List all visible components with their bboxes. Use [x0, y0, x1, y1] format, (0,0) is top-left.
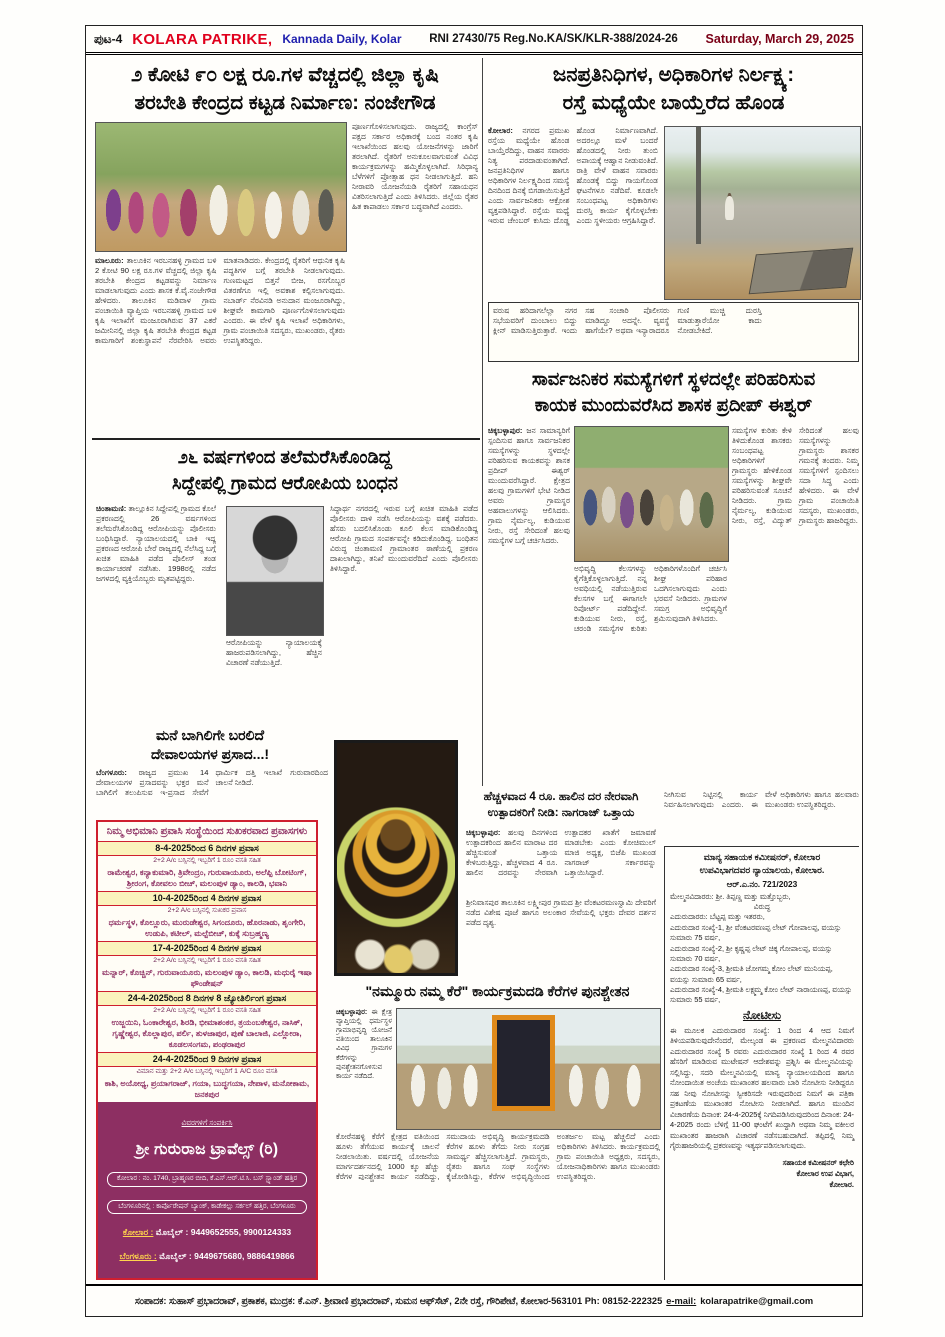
ad-phone-bengaluru-label: ಬೆಂಗಳೂರು :	[119, 1251, 157, 1262]
lakes-dateline: ಚಿಕ್ಕಬಳ್ಳಾಪುರ:	[336, 1009, 368, 1016]
notice-sign-line3: ಕೋಲಾರ.	[829, 1179, 854, 1189]
ad-phone-bengaluru	[103, 1251, 311, 1262]
pothole-body	[488, 126, 658, 298]
ad-tour3-date: 17-4-2025ರಿಂದ 4 ದಿನಗಳ ಪ್ರವಾಸ	[98, 941, 316, 956]
milk-dateline: ಚಿಕ್ಕಬಳ್ಳಾಪುರ:	[466, 828, 501, 837]
headline-accused-line1: ೨೬ ವರ್ಷಗಳಿಂದ ತಲೆಮರೆಸಿಕೊಂಡಿದ್ದ	[177, 447, 393, 467]
newspaper-title: KOLARA PATRIKE,	[132, 30, 273, 48]
ad-tour5-date: 24-4-2025ರಿಂದ 9 ದಿನಗಳ ಪ್ರವಾಸ	[98, 1052, 316, 1067]
ad-tour4-sub: 2+2 A/c ಬಸ್ಸಿನಲ್ಲಿ ಇಬ್ಬರಿಗೆ 1 ರೂಂ ವಸತಿ ಸಹಿತ	[153, 1006, 261, 1014]
photo-agri-training	[95, 122, 347, 252]
ad-tour1-sub: 2+2 A/c ಬಸ್ಸಿನಲ್ಲಿ ಇಬ್ಬರಿಗೆ 1 ರೂಂ ವಸತಿ ಸಹಿತ	[153, 856, 261, 864]
photo-mla-meeting	[574, 426, 729, 562]
prasada-body	[96, 768, 328, 816]
photo-deity-idol	[334, 740, 458, 976]
agri-body	[95, 256, 345, 432]
issue-date: Saturday, March 29, 2025	[705, 32, 854, 46]
notice-title: ನೋಟೀಸು	[742, 1009, 782, 1022]
headline-lakes: "ನಮ್ಮೂರು ನಮ್ಮ ಕೆರೆ" ಕಾರ್ಯಕ್ರಮದಡಿ ಕೆರೆಗಳ ಪುನಶ್ಚೇತನ	[365, 983, 630, 999]
travel-advertisement	[96, 820, 318, 1280]
accused-dateline: ಚಿಂತಾಮಣಿ:	[96, 504, 127, 513]
headline-prasada-line1: ಮನೆ ಬಾಗಿಲಿಗೇ ಬರಲಿದೆ	[155, 727, 265, 743]
ad-tour4-date: 24-4-2025ರಿಂದ 8 ದಿನಗಳ 8 ಜ್ಯೋತಿರ್ಲಿಂಗ ಪ್ರವಾಸ	[98, 991, 316, 1006]
broken-slab	[748, 247, 852, 293]
notice-versus: ವಿರುದ್ಧ	[753, 902, 771, 912]
headline-pothole-line2: ರಸ್ತೆ ಮಧ್ಯೆಯೇ ಬಾಯ್ತೆರೆದ ಹೊಂಡ	[562, 92, 785, 114]
ad-phone-kolar	[103, 1227, 311, 1238]
notice-signature	[670, 1157, 854, 1190]
ad-tour5-destinations: ಕಾಶಿ, ಅಯೋಧ್ಯ, ಪ್ರಯಾಗರಾಜ್, ಗಯಾ, ಬುದ್ಧಗಯಾ, ನೇಪಾಳ, ಮನೋಕಾಮ, ಜನಕಪುರ	[104, 1079, 310, 1100]
agri-body-text: ತಾಲೂಕಿನ ಇರಬನಹಳ್ಳಿ ಗ್ರಾಮದ ಬಳಿ 2 ಕೋಟಿ 90 ಲಕ್ಷ ರೂ.ಗಳ ವೆಚ್ಚದಲ್ಲಿ ಜಿಲ್ಲಾ ಕೃಷಿ ತರಬೇತಿ ಕೇಂದ್ರದ ಕಟ್ಟಡವನ್ನು ನಿರ್ಮಾಣ ಮಾಡಲಾಗುವುದು ಎಂದು ಶಾಸಕ ಕೆ.ವೈ.ನಂಜೇಗೌಡ ಹೇಳಿದರು. ತಾಲೂಕಿನ ಮಡಿವಾಳ ಗ್ರಾಮ ಪಂಚಾಯಿತಿ ವ್ಯಾಪ್ತಿಯ ಇರಬನಹಳ್ಳಿ ಗ್ರಾಮದ ಬಳಿ ಕೃಷಿ ಇಲಾಖೆಗೆ ಮಂಜೂರಾಗಿರುವ 37 ಎಕರೆ ಜಮೀನಿನಲ್ಲಿ ಜಿಲ್ಲಾ ಕೃಷಿ ತರಬೇತಿ ಕೇಂದ್ರದ ಕಟ್ಟಡ ಕಾಮಗಾರಿಗೆ ಶಂಕುಸ್ಥಾಪನೆ ನೆರವೇರಿಸಿ ಅವರು ಮಾತನಾಡಿದರು. ಕೇಂದ್ರದಲ್ಲಿ ರೈತರಿಗೆ ಆಧುನಿಕ ಕೃಷಿ ಪದ್ಧತಿಗಳ ಬಗ್ಗೆ ತರಬೇತಿ ನೀಡಲಾಗುವುದು. ಗುಣಮಟ್ಟದ ಬಿತ್ತನೆ ಬೀಜ, ರಸಗೊಬ್ಬರ ವಿತರಣೆಗೂ ಇಲ್ಲಿ ಅವಕಾಶ ಕಲ್ಪಿಸಲಾಗುವುದು. ನಬಾರ್ಡ್ ನೆರವಿನಡಿ ಅನುದಾನ ಮಂಜೂರಾಗಿದ್ದು, ಶೀಘ್ರವೇ ಕಾಮಗಾರಿ ಪೂರ್ಣಗೊಳಿಸಲಾಗುವುದು ಎಂದರು. ಈ ವೇಳೆ ಕೃಷಿ ಇಲಾಖೆ ಅಧಿಕಾರಿಗಳು, ಗ್ರಾಮ ಪಂಚಾಯಿತಿ ಸದಸ್ಯರು, ಮುಖಂಡರು, ರೈತರು ಉಪಸ್ಥಿತರಿದ್ದರು.	[95, 256, 345, 346]
rni-registration: RNI 27430/75 Reg.No.KA/SK/KLR-388/2024-26	[429, 33, 678, 45]
mla-center-text: ಅಭಿವೃದ್ಧಿ ಕೆಲಸಗಳನ್ನು ಕೈಗೆತ್ತಿಕೊಳ್ಳಲಾಗುತ್ತಿದೆ. ನನ್ನ ಅವಧಿಯಲ್ಲಿ ನಡೆಯುತ್ತಿರುವ ಕೆಲಸಗಳ ಬಗ್ಗೆ ಈಗಾಗಲೇ ರಿಪೋರ್ಟ್ ಪಡೆದಿದ್ದೇನೆ. ಕುಡಿಯುವ ನೀರು, ರಸ್ತೆ, ಚರಂಡಿ ಸಮಸ್ಯೆಗಳ ಕುರಿತು ಅಧಿಕಾರಿಗಳೊಂದಿಗೆ ಚರ್ಚಿಸಿ ಶೀಘ್ರ ಪರಿಹಾರ ಒದಗಿಸಲಾಗುವುದು ಎಂದು ಭರವಸೆ ನೀಡಿದರು. ಗ್ರಾಮಗಳ ಸಮಗ್ರ ಅಭಿವೃದ್ಧಿಗೆ ಶ್ರಮಿಸುವುದಾಗಿ ತಿಳಿಸಿದರು.	[574, 564, 727, 634]
column-divider	[482, 58, 483, 786]
ad-tour5-sub: ವಿಮಾನ ಮತ್ತು 2+2 A/c ಬಸ್ಸಿನಲ್ಲಿ ಇಬ್ಬರಿಗೆ 1 A/C ರೂಂ ವಸತಿ	[136, 1068, 278, 1076]
photo-lake-plaque	[396, 1008, 661, 1130]
lakes-side-text: ಈ ಕ್ಷೇತ್ರ ವ್ಯಾಪ್ತಿಯಲ್ಲಿ ಧರ್ಮಸ್ಥಳ ಗ್ರಾಮಾಭಿವೃದ್ಧಿ ಯೋಜನೆ ವತಿಯಿಂದ ತಾಲೂಕಿನ ವಿವಿಧ ಗ್ರಾಮಗಳ ಕೆರೆಗಳನ್ನು ಪುನಶ್ಚೇತನಗೊಳಿಸುವ ಕಾರ್ಯ ನಡೆದಿದೆ.	[336, 1009, 392, 1080]
newspaper-subtitle: Kannada Daily, Kolar	[282, 32, 402, 46]
photo-accused-portrait	[226, 506, 324, 636]
notice-case-number: ಆರ್.ಎ.ನಂ. 721/2023	[726, 879, 798, 890]
headline-mla-line1: ಸಾರ್ವಜನಿಕರ ಸಮಸ್ಯೆಗಳಿಗೆ ಸ್ಥಳದಲ್ಲೇ ಪರಿಹರಿಸುವ	[531, 369, 816, 389]
email-address: kolarapatrike@gmail.com	[700, 1296, 814, 1306]
imprint-text: ಸಂಪಾದಕ: ಸುಹಾಸ್ ಪ್ರಭಾದರಾವ್, ಪ್ರಕಾಶಕ, ಮುದ್ರಕ: ಕೆ.ಎನ್. ಶ್ರೀವಾಣಿ ಪ್ರಭಾದರಾವ್, ಸುಮನ ಆಫ್‌ಸೆಟ್, 2ನೇ ರಸ್ತೆ, ಗೌರಿಪೇಟೆ, ಕೋಲಾರ-563101 Ph: 08152-222325	[134, 1295, 663, 1306]
pothole-body-text: ನಗರದ ಪ್ರಮುಖ ರಸ್ತೆಯ ಮಧ್ಯೆಯೇ ಹೊಂಡ ಬಾಯ್ತೆರೆದಿದ್ದು, ವಾಹನ ಸವಾರರು ನಿತ್ಯ ಪರದಾಡುವಂತಾಗಿದೆ. ಜನಪ್ರತಿನಿಧಿಗಳ ಹಾಗೂ ಅಧಿಕಾರಿಗಳ ನಿರ್ಲಕ್ಷ್ಯದಿಂದ ಸಮಸ್ಯೆ ದಿನದಿಂದ ದಿನಕ್ಕೆ ಬಿಗಡಾಯಿಸುತ್ತಿದೆ ಎಂದು ಸಾರ್ವಜನಿಕರು ಆಕ್ರೋಶ ವ್ಯಕ್ತಪಡಿಸಿದ್ದಾರೆ. ರಸ್ತೆಯ ಮಧ್ಯೆ ಇರುವ ಚೇಂಬರ್ ಕುಸಿದು ದೊಡ್ಡ ಹೊಂಡ ನಿರ್ಮಾಣವಾಗಿದೆ. ಅದರಲ್ಲೂ ಮಳೆ ಬಂದರೆ ಹೊಂಡದಲ್ಲಿ ನೀರು ತುಂಬಿ ಅಪಾಯಕ್ಕೆ ಆಹ್ವಾನ ನೀಡುವಂತಿದೆ. ರಾತ್ರಿ ವೇಳೆ ವಾಹನ ಸವಾರರು ಹೊಂಡಕ್ಕೆ ಬಿದ್ದು ಗಾಯಗೊಂಡ ಘಟನೆಗಳೂ ನಡೆದಿವೆ. ಕೂಡಲೇ ಸಂಬಂಧಪಟ್ಟ ಅಧಿಕಾರಿಗಳು ದುರಸ್ತಿ ಕಾರ್ಯ ಕೈಗೊಳ್ಳಬೇಕು ಎಂದು ಸ್ಥಳೀಯರು ಆಗ್ರಹಿಸಿದ್ದಾರೆ.	[488, 126, 658, 226]
ad-tour1-date: 8-4-2025ರಿಂದ 6 ದಿನಗಳ ಪ್ರವಾಸ	[98, 841, 316, 856]
mla-dateline: ಚಿಕ್ಕಬಳ್ಳಾಪುರ:	[488, 426, 523, 435]
ad-contact-note: ವಿವರಗಳಿಗೆ ಸಂಪರ್ಕಿಸಿ	[181, 1118, 233, 1128]
pothole-comment-box: ವರುಷ ಹರಿದಾಗಲೆಲ್ಲಾ ನಗರ ಸಭೆಯವರಿಗೆ ದುಂಬಾಲು ಬಿದ್ದು ಕ್ಲೀನ್ ಮಾಡಿಸುತ್ತಿರುತ್ತಾರೆ. ಇಂದು ಸಹ ಸಂಚಾರಿ ಪೊಲೀಸರು ಮಾಡಿದ್ದೂ ಅದನ್ನೇ. ವ್ಯವಸ್ಥೆ ಹಾಗೆಯೇ? ಅಥವಾ ಇನ್ಯಾರಾದರೂ ಗುಣಿ ಮುಚ್ಚಿ ದುರಸ್ತಿ ಮಾಡುತ್ತಾರೆಯೋ ಕಾದು ನೋಡಬೇಕಿದೆ.	[488, 302, 859, 362]
ad-phone-bengaluru-number: ಮೊಬೈಲ್ : 9449675680, 9886419866	[159, 1251, 295, 1262]
notice-body: ಈ ಮೂಲಕ ಎದುರುದಾರರ ಸಂಖ್ಯೆ: 1 ರಿಂದ 4 ಆದ ನಿಮಗೆ ತಿಳಿಯಪಡಿಸುವುದೇನೆಂದರೆ, ಮೇಲ್ಕಂಡ ಈ ಪ್ರಕರಣದ ಮೇಲ್ಮನವಿದಾರರು ಎದುರುದಾರರ ಸಂಖ್ಯೆ 5 ರವರು ಎದುರುದಾರರ ಸಂಖ್ಯೆ 1 ರಿಂದ 4 ರವರ ಹೆಸರಿಗೆ ಮಾಡಿರುವ ಮುಟೇಷನ್ ಆದೇಶವನ್ನು ಪ್ರಶ್ನಿಸಿ ಈ ಮೇಲ್ಮನವಿಯನ್ನು ಸಲ್ಲಿಸಿದ್ದು, ಸದರಿ ಮೇಲ್ಮನವಿಯಲ್ಲಿ ಮಾನ್ಯ ನ್ಯಾಯಾಲಯದಿಂದ ಹಾಗೂ ನೋಂದಾಯಿತ ಅಂಚೆಯ ಮುಖಾಂತರ ಹಲವಾರು ಬಾರಿ ನೋಟೀಸು ನೀಡಿದ್ದರೂ ಸಹ ನೀವು ನೋಟೀಸನ್ನು ಸ್ವೀಕರಿಸದೇ ಇರುವುದರಿಂದ ನಿಮಗೆ ಈ ಪತ್ರಿಕಾ ಪ್ರಕಟಣೆಯ ಮುಖಾಂತರ ನೋಟೀಸು ನೀಡಲಾಗಿದೆ. ಹಾಗೂ ಮುಂದಿನ ವಿಚಾರಣೆಯ ದಿನಾಂಕ: 24-4-2025ಕ್ಕೆ ನಿಗದಿಪಡಿಸಿರುವುದರಿಂದ ದಿನಾಂಕ: 24-4-2025 ರಂದು ಬೆಳಿಗ್ಗೆ 11-00 ಘಂಟೆಗೆ ಖುದ್ದಾಗಿ ಅಥವಾ ನಿಮ್ಮ ವಕೀಲರ ಮುಖಾಂತರ ಹಾಜರಾಗಿ ವಿಚಾರಣೆ ನಡೆಸಬಹುದಾಗಿದೆ. ತಪ್ಪಿದಲ್ಲಿ ನಿಮ್ಮ ಗೈರುಹಾಜರಿಯಲ್ಲಿ ಪ್ರಕರಣವನ್ನು ಇತ್ಯರ್ಥಪಡಿಸಲಾಗುವುದು.	[670, 1025, 854, 1151]
headline-agri-line2: ತರಬೇತಿ ಕೇಂದ್ರದ ಕಟ್ಟಡ ನಿರ್ಮಾಣ: ನಂಜೇಗೌಡ	[134, 92, 436, 114]
notice-sign-line1: ಸಹಾಯಕ ಕಮೀಷನರ್ ಕಛೇರಿ	[782, 1157, 854, 1167]
notice-respondent-1: ಎದುರುದಾರ ಸಂಖ್ಯೆ-1, ಶ್ರೀ ವೆಂಕಟರವಣಪ್ಪ ಲೇಟ್ ಗೋಪಾಲಪ್ಪ, ವಯಸ್ಸು ಸುಮಾರು 75 ವರ್ಷ,	[670, 922, 842, 943]
lakes-side-column	[336, 1008, 392, 1128]
headline-mla-line2: ಕಾಯಕ ಮುಂದುವರೆಸಿದ ಶಾಸಕ ಪ್ರದೀಪ್ ಈಶ್ವರ್	[534, 395, 813, 415]
ad-address-bengaluru: ಬೆಂಗಳೂರಿನಲ್ಲಿ : ಕಾರ್ಪೊರೇಷನ್ ಬ್ಯಾಂಕ್, ಕಾಡೇಕಲ್ಲು ಸರ್ಕಲ್ ಹತ್ತಿರ, ಬೆಂಗಳೂರು	[107, 1200, 307, 1215]
ad-tour3-destinations: ಮನ್ನಾರ್, ಕೊಚ್ಚಿನ್, ಗುರುವಾಯೂರು, ಮಲಂಪುಳ ಡ್ಯಾಂ, ಕಾಲಡಿ, ಮಧುರೈ ಇಷಾ ಫೌಂಡೇಷನ್	[102, 967, 312, 988]
headline-milk-line1: ಹೆಚ್ಚಳವಾದ 4 ರೂ. ಹಾಲಿನ ದರ ನೇರವಾಗಿ	[483, 791, 639, 803]
court-notice	[664, 846, 859, 1280]
notice-respondent-2: ಎದುರುದಾರ ಸಂಖ್ಯೆ-2, ಶ್ರೀ ಕೃಷ್ಣಪ್ಪ ಲೇಟ್ ಚಿಕ್ಕ ಗೋಪಾಲಪ್ಪ, ವಯಸ್ಸು ಸುಮಾರು 70 ವರ್ಷ,	[670, 943, 833, 963]
accused-col3: ಸಿದ್ಧಾರ್ಥ ನಗರದಲ್ಲಿ ಇರುವ ಬಗ್ಗೆ ಖಚಿತ ಮಾಹಿತಿ ಪಡೆದ ಪೊಲೀಸರು ದಾಳಿ ನಡೆಸಿ ಆರೋಪಿಯನ್ನು ವಶಕ್ಕೆ ಪಡೆದರು. ಹೆಸರು ಬದಲಿಸಿಕೊಂಡು ಕೂಲಿ ಕೆಲಸ ಮಾಡಿಕೊಂಡಿದ್ದ ಆರೋಪಿ ಗ್ರಾಮದ ಸಂಪರ್ಕವನ್ನೇ ಕಡಿದುಕೊಂಡಿದ್ದ. ಬಂಧಿತನ ವಿರುದ್ಧ ಚಿಂತಾಮಣಿ ಗ್ರಾಮಾಂತರ ಠಾಣೆಯಲ್ಲಿ ಪ್ರಕರಣ ದಾಖಲಾಗಿದ್ದು, ತನಿಖೆ ಮುಂದುವರೆದಿದೆ ಎಂದು ಪೊಲೀಸರು ತಿಳಿಸಿದ್ದಾರೆ.	[330, 504, 478, 574]
ad-tour3-sub: 2+2 A/c ಬಸ್ಸಿನಲ್ಲಿ ಇಬ್ಬರಿಗೆ 1 ರೂಂ ವಸತಿ ಸಹಿತ	[153, 956, 261, 964]
traffic-policeman	[725, 196, 734, 220]
headline-prasada-line2: ದೇವಾಲಯಗಳ ಪ್ರಸಾದ...!	[150, 746, 270, 762]
photo-pothole-street	[664, 126, 861, 300]
mla-right-text: ಸಮಸ್ಯೆಗಳ ಕುರಿತು ಕೇಳಿ ತಿಳಿದುಕೊಂಡ ಶಾಸಕರು ಸಂಬಂಧಪಟ್ಟ ಅಧಿಕಾರಿಗಳಿಗೆ ಗ್ರಾಮಸ್ಥರು ಹೇಳಿಕೊಂಡ ಸಮಸ್ಯೆಗಳನ್ನು ಶೀಘ್ರವೇ ಪರಿಹರಿಸುವಂತೆ ಸೂಚನೆ ನೀಡಿದರು. ಗ್ರಾಮ ನೈರ್ಮಲ್ಯ, ಕುಡಿಯುವ ನೀರು, ರಸ್ತೆ, ವಿದ್ಯುತ್ ಸೇರಿದಂತೆ ಹಲವು ಸಮಸ್ಯೆಗಳನ್ನು ಗ್ರಾಮಸ್ಥರು ಶಾಸಕರ ಗಮನಕ್ಕೆ ತಂದರು. ನಿಮ್ಮ ಸಮಸ್ಯೆಗಳಿಗೆ ಸ್ಪಂದಿಸಲು ಸದಾ ಸಿದ್ಧ ಎಂದು ಹೇಳಿದರು. ಈ ವೇಳೆ ಗ್ರಾಮ ಪಂಚಾಯಿತಿ ಸದಸ್ಯರು, ಮುಖಂಡರು, ಗ್ರಾಮಸ್ಥರು ಹಾಜರಿದ್ದರು.	[732, 426, 859, 526]
ad-address-kolar: ಕೋಲಾರ : ನಂ. 1740, ಬ್ರಾಹ್ಮಣರ ಬೀದಿ, ಕೆ.ಎಸ್.ಆರ್.ಟಿ.ಸಿ. ಬಸ್ ಸ್ಟ್ಯಾಂಡ್ ಹತ್ತಿರ	[107, 1172, 307, 1187]
email-label: e-mail:	[666, 1296, 697, 1306]
headline-agri-line1: ೨ ಕೋಟಿ ೯೦ ಲಕ್ಷ ರೂ.ಗಳ ವೆಚ್ಚದಲ್ಲಿ ಜಿಲ್ಲಾ ಕೃಷಿ	[131, 64, 439, 86]
ad-phone-kolar-number: ಮೊಬೈಲ್ : 9449652555, 9900124333	[155, 1227, 292, 1238]
mla-col1	[488, 426, 570, 782]
ad-brand-name: ಶ್ರೀ ಗುರುರಾಜ ಟ್ರಾವೆಲ್ಸ್ (ರಿ)	[135, 1140, 279, 1158]
page-number: ಪುಟ-4	[94, 31, 123, 46]
ad-tour2-destinations: ಧರ್ಮಸ್ಥಳ, ಕೊಲ್ಲೂರು, ಮುರುಡೇಶ್ವರ, ಸಿಗಂದೂರು, ಹೊರನಾಡು, ಶೃಂಗೇರಿ, ಉಡುಪಿ, ಕಟೀಲ್, ಮಲ್ಪೆಬೀಚ್, ಕುಕ್ಕೆ ಸುಬ್ರಹ್ಮಣ್ಯ	[108, 917, 306, 938]
stone-plaque	[492, 1015, 555, 1111]
ad-tour1-destinations: ರಾಮೇಶ್ವರ, ಕನ್ಯಾಕುಮಾರಿ, ತ್ರಿವೇಂದ್ರಂ, ಗುರುವಾಯೂರು, ಅಲೆಪ್ಪಿ ಬೋಟಿಂಗ್, ಶ್ರೀರಂಗ, ಕೋವಲಂ ಬೀಚ್, ಮಲಂಪುಳ ಡ್ಯಾಂ, ಕಾಲಡಿ, ಭವಾನಿ	[107, 867, 307, 888]
ad-tour2-sub: 2+2 A/c ಬಸ್ಸಿನಲ್ಲಿ ಸುಖಕರ ಪ್ರವಾಸ	[167, 906, 247, 914]
deity-photo-caption: ಶ್ರೀನಿವಾಸಪುರ ತಾಲೂಕಿನ ಲಕ್ಷ್ಮೀಪುರ ಗ್ರಾಮದ ಶ್ರೀ ವೆಂಕಟರಮಣಸ್ವಾಮಿ ದೇವರಿಗೆ ನಡೆದ ವಿಶೇಷ ಪೂಜೆ ಹಾಗೂ ಅಲಂಕಾರ ಸೇವೆಯಲ್ಲಿ ಭಕ್ತರು ದೇವರ ದರ್ಶನ ಪಡೆದ ದೃಶ್ಯ.	[466, 898, 656, 928]
masthead-bar	[86, 26, 862, 55]
headline-pothole-line1: ಜನಪ್ರತಿನಿಧಿಗಳ, ಅಧಿಕಾರಿಗಳ ನಿರ್ಲಕ್ಷ್ಯ:	[552, 64, 795, 86]
accused-col2: ಆರೋಪಿಯನ್ನು ನ್ಯಾಯಾಲಯಕ್ಕೆ ಹಾಜರುಪಡಿಸಲಾಗಿದ್ದು, ಹೆಚ್ಚಿನ ವಿಚಾರಣೆ ನಡೆಯುತ್ತಿದೆ.	[226, 638, 322, 668]
lakes-body: ಕೋರೆನಹಳ್ಳಿ ಕೆರೆಗೆ ಕ್ಷೇತ್ರದ ವತಿಯಿಂದ ಹೂಳು ತೆಗೆಯುವ ಕಾರ್ಯಕ್ಕೆ ಚಾಲನೆ ನೀಡಲಾಯಿತು. ವರ್ಷದಲ್ಲಿ ಯೋಜನೆಯ ಮಾರ್ಗದರ್ಶನದಲ್ಲಿ 1000 ಕ್ಕೂ ಹೆಚ್ಚು ಕೆರೆಗಳ ಪುನಶ್ಚೇತನ ಕಾರ್ಯ ನಡೆದಿದ್ದು, ಸಮುದಾಯ ಅಭಿವೃದ್ಧಿ ಕಾರ್ಯಕ್ರಮದಡಿ ಕೆರೆಗಳ ಹೂಳು ತೆಗೆದು ನೀರು ಸಂಗ್ರಹ ಸಾಮರ್ಥ್ಯ ಹೆಚ್ಚಿಸಲಾಗುತ್ತಿದೆ. ಗ್ರಾಮಸ್ಥರು, ರೈತರು ಹಾಗೂ ಸಂಘ ಸಂಸ್ಥೆಗಳು ಕೈಜೋಡಿಸಿದ್ದು, ಕೆರೆಗಳ ಅಭಿವೃದ್ಧಿಯಿಂದ ಅಂತರ್ಜಲ ಮಟ್ಟ ಹೆಚ್ಚಲಿದೆ ಎಂದು ಅಧಿಕಾರಿಗಳು ತಿಳಿಸಿದರು. ಕಾರ್ಯಕ್ರಮದಲ್ಲಿ ಗ್ರಾಮ ಪಂಚಾಯಿತಿ ಅಧ್ಯಕ್ಷರು, ಸದಸ್ಯರು, ಯೋಜನಾಧಿಕಾರಿಗಳು ಹಾಗೂ ಮುಖಂಡರು ಉಪಸ್ಥಿತರಿದ್ದರು.	[336, 1132, 660, 1182]
notice-appellant: ಮೇಲ್ಮನವಿದಾರರು: ಶ್ರೀ. ತಿಪ್ಪಣ್ಣ ಮತ್ತು ಮತ್ತೊಬ್ಬರು,	[670, 892, 791, 902]
prasada-body-text: ರಾಜ್ಯದ ಪ್ರಮುಖ 14 ದೇವಾಲಯಗಳ ಪ್ರಸಾದವನ್ನು ಭಕ್ತರ ಮನೆ ಬಾಗಿಲಿಗೆ ತಲುಪಿಸುವ ಇ-ಪ್ರಸಾದ ಸೇವೆಗೆ ಧಾರ್ಮಿಕ ದತ್ತಿ ಇಲಾಖೆ ಗುರುವಾರದಿಂದ ಚಾಲನೆ ನೀಡಿದೆ.	[96, 768, 328, 798]
notice-court-line2: ಉಪವಿಭಾಗದವರ ನ್ಯಾಯಾಲಯ, ಕೋಲಾರ.	[699, 865, 825, 876]
notice-sign-line2: ಕೋಲಾರ ಉಪ ವಿಭಾಗ,	[796, 1168, 854, 1178]
notice-respondent-3: ಎದುರುದಾರ ಸಂಖ್ಯೆ-3, ಶ್ರೀಮತಿ ಜೋಗಮ್ಮ ಕೋಂ ಲೇಟ್ ಮುನಿಯಪ್ಪ, ವಯಸ್ಸು ಸುಮಾರು 65 ವರ್ಷ,	[670, 964, 833, 984]
accused-col1-text: ತಾಲ್ಲೂಕಿನ ಸಿದ್ದೇಪಲ್ಲಿ ಗ್ರಾಮದ ಕೊಲೆ ಪ್ರಕರಣದಲ್ಲಿ 26 ವರ್ಷಗಳಿಂದ ತಲೆಮರೆಸಿಕೊಂಡಿದ್ದ ಆರೋಪಿಯನ್ನು ಪೊಲೀಸರು ಬಂಧಿಸಿದ್ದಾರೆ. ನ್ಯಾಯಾಲಯದಲ್ಲಿ ಬಾಕಿ ಇದ್ದ ಪ್ರಕರಣದ ಆರೋಪಿ ಬೇರೆ ರಾಜ್ಯದಲ್ಲಿ ನೆಲೆಸಿದ್ದ ಬಗ್ಗೆ ಖಚಿತ ಮಾಹಿತಿ ಪಡೆದ ಪೊಲೀಸ್ ತಂಡ ಕಾರ್ಯಾಚರಣೆ ನಡೆಸಿತು. 1998ರಲ್ಲಿ ನಡೆದ ಜಗಳದಲ್ಲಿ ವ್ಯಕ್ತಿಯೊಬ್ಬರು ಮೃತಪಟ್ಟಿದ್ದರು.	[96, 504, 216, 584]
headline-milk-line2: ಉತ್ಪಾದಕರಿಗೆ ನೀಡಿ: ನಾಗರಾಜ್ ಒತ್ತಾಯ	[487, 807, 635, 819]
utility-pole	[696, 127, 701, 244]
ad-phone-kolar-label: ಕೋಲಾರ :	[122, 1227, 154, 1238]
agri-side-column: ಪೂರ್ಣಗೊಳಿಸಲಾಗುವುದು. ರಾಜ್ಯದಲ್ಲಿ ಕಾಂಗ್ರೆಸ್ ಪಕ್ಷದ ಸರ್ಕಾರ ಅಧಿಕಾರಕ್ಕೆ ಬಂದ ನಂತರ ಕೃಷಿ ಇಲಾಖೆಯಿಂದ ಹಲವು ಯೋಜನೆಗಳನ್ನು ಜಾರಿಗೆ ತರಲಾಗಿದೆ. ರೈತರಿಗೆ ಅನುಕೂಲವಾಗುವಂತೆ ವಿವಿಧ ಕಾರ್ಯಕ್ರಮಗಳನ್ನು ಹಮ್ಮಿಕೊಳ್ಳಲಾಗಿದೆ. ಸಿರಿಧಾನ್ಯ ಬೆಳೆಗಳಿಗೆ ಪ್ರೋತ್ಸಾಹ ಧನ ನೀಡಲಾಗುತ್ತಿದೆ. ಹನಿ ನೀರಾವರಿ ಯೋಜನೆಯಡಿ ರೈತರಿಗೆ ಸಹಾಯಧನ ವಿತರಿಸಲಾಗುತ್ತಿದೆ ಎಂದು ತಿಳಿಸಿದರು. ಜಿಲ್ಲೆಯ ರೈತರ ಹಿತ ಕಾಪಾಡಲು ಸರ್ಕಾರ ಬದ್ಧವಾಗಿದೆ ಎಂದರು.	[352, 122, 478, 212]
ad-tour4-destinations: ಉಜ್ಜಯಿನಿ, ಓಂಕಾರೇಶ್ವರ, ಶಿರಡಿ, ಭೀಮಾಶಂಕರ, ತ್ರಯಂಬಕೇಶ್ವರ, ನಾಸಿಕ್, ಗೃಷ್ಣೇಶ್ವರ, ಕೊಲ್ಲಾಪುರ, ಪರ್ಲಿ, ತುಳಜಾಪುರ, ಪುಣೆ ಬಾಲಾಜಿ, ಎಲ್ಲೋರಾ, ಕೂಡಲಸಂಗಮ, ಪಂಢರಾಪುರ	[111, 1017, 303, 1049]
agri-dateline: ಮಾಲೂರು:	[95, 256, 124, 265]
accused-col1	[96, 504, 216, 714]
ad-title: ನಿಮ್ಮ ಅಭಿಮಾನಿ ಪ್ರವಾಸಿ ಸಂಸ್ಥೆಯಿಂದ ಸುಖಕರವಾದ ಪ್ರವಾಸಗಳು	[106, 826, 308, 837]
imprint-footer	[86, 1284, 862, 1316]
mla-col1-text: ಜನ ಸಾಮಾನ್ಯರಿಗೆ ಸ್ಪಂದಿಸುವ ಹಾಗೂ ಸಾರ್ವಜನಿಕರ ಸಮಸ್ಯೆಗಳನ್ನು ಸ್ಥಳದಲ್ಲೇ ಪರಿಹರಿಸುವ ಕಾಯಕವನ್ನು ಶಾಸಕ ಪ್ರದೀಪ್ ಈಶ್ವರ್ ಮುಂದುವರೆಸಿದ್ದಾರೆ. ಕ್ಷೇತ್ರದ ಹಲವು ಗ್ರಾಮಗಳಿಗೆ ಭೇಟಿ ನೀಡಿದ ಅವರು ಗ್ರಾಮಸ್ಥರ ಅಹವಾಲುಗಳನ್ನು ಆಲಿಸಿದರು. ಗ್ರಾಮ ನೈರ್ಮಲ್ಯ, ಕುಡಿಯುವ ನೀರು, ರಸ್ತೆ ಸೇರಿದಂತೆ ಹಲವು ಸಮಸ್ಯೆಗಳ ಬಗ್ಗೆ ಚರ್ಚಿಸಿದರು.	[488, 426, 570, 546]
prasada-dateline: ಬೆಂಗಳೂರು:	[96, 768, 127, 777]
notice-court-line1: ಮಾನ್ಯ ಸಹಾಯಕ ಕಮೀಷನರ್, ಕೋಲಾರ	[703, 852, 821, 862]
headline-accused-line2: ಸಿದ್ದೇಪಲ್ಲಿ ಗ್ರಾಮದ ಆರೋಪಿಯ ಬಂಧನ	[172, 473, 398, 493]
pothole-dateline: ಕೋಲಾರ:	[488, 126, 513, 135]
milk-body-text: ಹಲವು ದಿನಗಳಿಂದ ಉತ್ಪಾದಕರಿಂದ ಹಾಲಿನ ಮಾರಾಟ ದರ ಹೆಚ್ಚಿಸುವಂತೆ ಒತ್ತಾಯ ಕೇಳಿಬರುತ್ತಿದ್ದು, ಹೆಚ್ಚಳವಾದ 4 ರೂ. ಹಾಲಿನ ದರವನ್ನು ನೇರವಾಗಿ ಉತ್ಪಾದಕರ ಖಾತೆಗೆ ಜಮಾವಣೆ ಮಾಡಬೇಕು ಎಂದು ಕೋಚಿಮುಲ್ ಮಾಜಿ ಅಧ್ಯಕ್ಷ, ಬಿಜೆಪಿ ಮುಖಂಡ ನಾಗರಾಜ್ ಸರ್ಕಾರವನ್ನು ಒತ್ತಾಯಿಸಿದ್ದಾರೆ.	[466, 828, 656, 878]
milk-body	[466, 828, 656, 892]
page-frame	[85, 25, 863, 1317]
notice-respondent-4: ಎದುರುದಾರ ಸಂಖ್ಯೆ-4, ಶ್ರೀಮತಿ ಲಕ್ಷ್ಮಮ್ಮ ಕೋಂ ಲೇಟ್ ನಾರಾಯಣಪ್ಪ, ವಯಸ್ಸು ಸುಮಾರು 55 ವರ್ಷ,	[670, 984, 852, 1005]
section-rule-left	[92, 438, 480, 440]
mla-continuation: ನೀಗಿಸುವ ನಿಟ್ಟಿನಲ್ಲಿ ಕಾರ್ಯ ನಿರ್ವಹಿಸಲಾಗುವುದು ಎಂದರು. ಈ ವೇಳೆ ಅಧಿಕಾರಿಗಳು ಹಾಗೂ ಹಲವಾರು ಮುಖಂಡರು ಉಪಸ್ಥಿತರಿದ್ದರು.	[664, 790, 859, 810]
ad-contact-block	[98, 1102, 316, 1278]
ad-tour2-date: 10-4-2025ರಿಂದ 4 ದಿನಗಳ ಪ್ರವಾಸ	[98, 891, 316, 906]
notice-respondents: ಎದುರುದಾರರು: ಬೆಟ್ಟಪ್ಪ ಮತ್ತು ಇತರರು,	[670, 912, 765, 922]
